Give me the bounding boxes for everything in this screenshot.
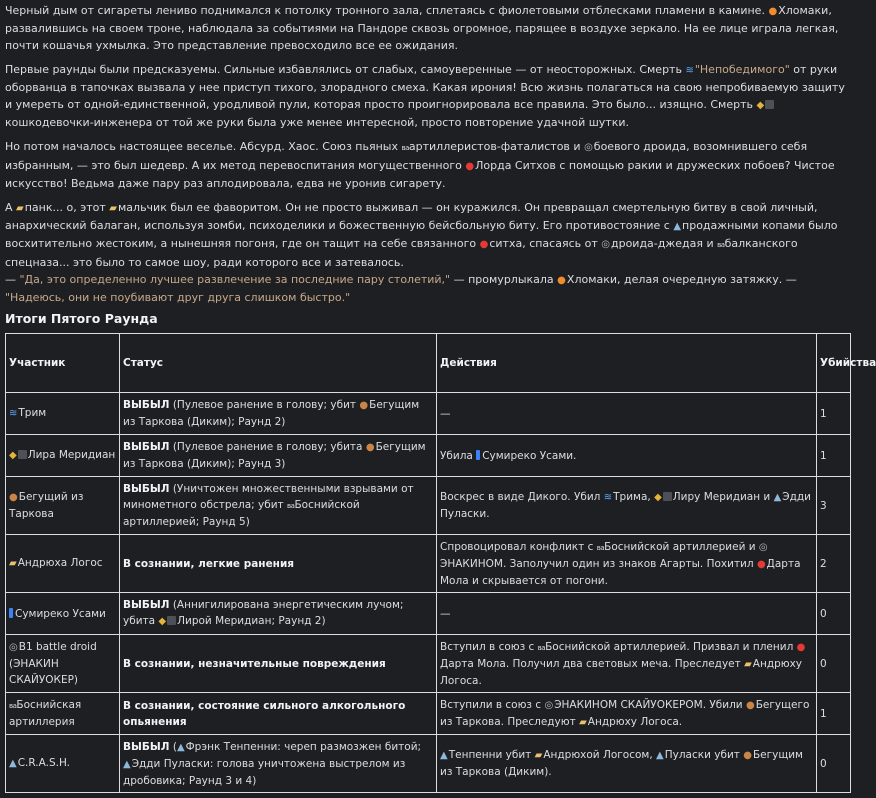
- table-row: [6, 393, 851, 435]
- robot-icon: ◎: [544, 699, 554, 711]
- header-participant: Участник: [6, 334, 120, 393]
- wave-icon: ≋: [9, 408, 18, 419]
- actions-cell: [437, 735, 817, 793]
- text: от руки оборванца в тапочках вызвала у нее приступ тихого, злорадного смеха. Какая ирония! Всю жизнь полагаться на свою непробиваемую защиту и умереть от одной-единственной, уродливой пули, которая просто проигнорировала все правила. Это было... изящно. Смерть: [5, 63, 845, 111]
- participant-cell: [6, 435, 120, 477]
- bread-icon: ▰: [16, 203, 24, 214]
- actions-text: Бегущего из Таркова. Преследуют: [440, 698, 810, 728]
- header-kills: Убийства: [817, 334, 851, 393]
- black-square-icon: [765, 100, 774, 109]
- prefix-text: ва: [717, 241, 725, 249]
- text: боевого дроида, возомнившего себя избранным, — это был шедевр. А их метод перевоспитания могущественного: [5, 140, 808, 172]
- cat-icon: ◆: [158, 616, 167, 627]
- text: Лорда Ситхов с помощью ракии и дружеских побоев? Чистое искусство! Ведьма даже пару раз аплодировала, едва не уронив сигарету.: [5, 159, 835, 190]
- police-car-icon: ▲: [673, 221, 682, 232]
- participant-name: B1 battle droid (ЭНАКИН СКАЙУОКЕР): [9, 641, 97, 686]
- bear-icon: ●: [365, 442, 375, 453]
- blue-bar-icon: [476, 450, 480, 460]
- participant-name: Боснийская артиллерия: [9, 699, 82, 728]
- devil-icon: ●: [479, 239, 489, 250]
- status-text: Эдди Пуласки: голова уничтожена выстрелом из дробовика; Раунд 3 и 4): [123, 757, 406, 787]
- kills-cell: 1: [817, 393, 851, 435]
- actions-text: Вступили в союз с: [440, 698, 545, 711]
- table-row: [6, 477, 851, 535]
- text: , развалившись на своем троне, наблюдала за событиями на Пандоре сквозь огромное, парящее в воздухе зеркало. На ее лице играла легкая, почти кошачья ухмылка. Это представление превосходило все ее ожидания.: [5, 4, 839, 52]
- police-car-icon: ▲: [773, 492, 782, 503]
- story-line-1: [5, 199, 846, 271]
- status-cell: [120, 477, 437, 535]
- participant-cell: [6, 535, 120, 593]
- cat-icon: ◆: [9, 450, 17, 461]
- robot-icon: ◎: [758, 541, 768, 553]
- story-paragraph-1: [5, 2, 846, 54]
- text: — промурлыкала: [450, 273, 558, 286]
- status-cell: [120, 535, 437, 593]
- actions-text: Сумиреко Усами.: [482, 449, 577, 462]
- actions-text: ЭНАКИНОМ СКАЙУОКЕРОМ. Убили: [554, 698, 746, 711]
- bear-icon: ●: [743, 750, 752, 761]
- actions-text: Трима,: [613, 491, 655, 503]
- pumpkin-icon: ●: [768, 6, 778, 17]
- text: продажными копами было восхитительно жестоким, а нынешняя погоня, где он тащит на себе связанного: [5, 219, 838, 250]
- prefix-text: ва: [9, 702, 17, 710]
- status-bold: В сознании, состояние сильного алкогольного опьянения: [123, 699, 406, 728]
- actions-cell: —: [437, 593, 817, 635]
- table-row: [6, 535, 851, 593]
- actions-text: Убила: [440, 449, 477, 462]
- actions-text: Бегущим из Таркова (Диким).: [440, 749, 803, 778]
- police-car-icon: ▲: [123, 758, 131, 770]
- bear-icon: ●: [359, 400, 369, 411]
- actions-text: Дарта Мола. Получил два световых меча. Преследует: [440, 657, 745, 670]
- participant-cell: [6, 593, 120, 635]
- header-actions: Действия: [437, 334, 817, 393]
- status-text: Фрэнк Тенпенни: череп размозжен битой;: [185, 740, 422, 753]
- police-car-icon: ▲: [656, 750, 664, 761]
- status-bold: ВЫБЫЛ: [123, 740, 170, 753]
- kills-cell: 1: [817, 435, 851, 477]
- bread-icon: ▰: [744, 658, 752, 670]
- wave-icon: ≋: [603, 492, 613, 503]
- text: кошкодевочки-инженера от той же руки была уже менее интересной, просто повторение удачной шутки.: [5, 116, 629, 129]
- police-car-icon: ▲: [9, 758, 17, 769]
- robot-icon: ◎: [584, 142, 593, 153]
- text: панк... о, этот: [24, 201, 110, 214]
- actions-text: Воскрес в виде Дикого. Убил: [440, 491, 604, 503]
- status-text: Лирой Меридиан; Раунд 2): [177, 615, 326, 627]
- kills-cell: 0: [817, 593, 851, 635]
- actions-text: Пуласки убит: [664, 749, 744, 761]
- status-text: (Уничтожен множественными взрывами от минометного обстрела; убит: [123, 483, 414, 511]
- status-text: (: [169, 740, 177, 753]
- actions-cell: [437, 535, 817, 593]
- text: Первые раунды были предсказуемы. Сильные избавлялись от слабых, самоуверенные — от неосторожных. Смерть: [5, 63, 686, 76]
- bear-icon: ●: [9, 492, 18, 503]
- header-status: Статус: [120, 334, 437, 393]
- police-car-icon: ▲: [176, 741, 185, 753]
- text: мальчик был ее фаворитом. Он не просто выживал — он куражился. Он превращал смертельную битву в свой личный, анархический балаган, используя зомби, психоделики и божественную бейсбольную биту. Его противостояние с: [5, 201, 818, 232]
- quote: "Да, это определенно лучшее развлечение за последние пару столетий,": [19, 273, 451, 286]
- text: —: [5, 273, 20, 286]
- text: Но потом началось настоящее веселье. Абсурд. Хаос. Союз пьяных: [5, 140, 402, 153]
- bear-icon: ●: [745, 699, 755, 711]
- blue-bar-icon: [9, 608, 13, 618]
- devil-icon: ●: [756, 558, 766, 570]
- status-text: (Пулевое ранение в голову; убита: [169, 441, 366, 453]
- actions-cell: [437, 435, 817, 477]
- prefix-text: ва: [401, 144, 409, 152]
- status-cell: [120, 693, 437, 735]
- text: артиллеристов-фаталистов и: [408, 140, 585, 153]
- robot-icon: ◎: [9, 642, 18, 653]
- story-line-2: [5, 271, 846, 306]
- actions-text: Спровоцировал конфликт с: [440, 540, 597, 553]
- participant-name: Андрюха Логос: [17, 557, 103, 569]
- participant-name: C.R.A.S.H.: [17, 757, 71, 769]
- quote: "Непобедимого": [694, 63, 790, 76]
- actions-text: Андрюхой Логосом,: [543, 749, 657, 761]
- text: балканского спецназа... это было то самое шоу, ради которого все и затевалось.: [5, 237, 798, 269]
- actions-text: ЭНАКИНОМ. Заполучил один из знаков Агарты. Похитил: [440, 557, 757, 570]
- status-bold: ВЫБЫЛ: [123, 599, 170, 611]
- status-cell: [120, 635, 437, 693]
- text: , делая очередную затяжку. —: [617, 273, 797, 286]
- results-table: [5, 333, 876, 793]
- status-text: (Пулевое ранение в голову; убит: [169, 399, 360, 411]
- participant-name: Трим: [18, 407, 47, 419]
- story-paragraph-3: [5, 138, 846, 192]
- actions-cell: [437, 477, 817, 535]
- kills-cell: 1: [817, 693, 851, 735]
- black-square-icon: [167, 616, 176, 625]
- prefix-text: ва: [537, 643, 546, 652]
- devil-icon: ●: [465, 161, 475, 172]
- status-text: Бегущим из Таркова (Диким); Раунд 3): [123, 441, 426, 470]
- status-cell: [120, 593, 437, 635]
- robot-icon: ◎: [601, 239, 610, 250]
- prefix-text: ва: [596, 543, 605, 552]
- participant-cell: [6, 735, 120, 793]
- actions-cell: —: [437, 393, 817, 435]
- participant-name: Лира Меридиан: [27, 449, 116, 461]
- cat-icon: ◆: [654, 492, 662, 503]
- table-row: [6, 735, 851, 793]
- table-title: Итоги Пятого Раунда: [5, 311, 158, 326]
- table-row: [6, 593, 851, 635]
- black-square-icon: [663, 492, 672, 501]
- bread-icon: ▰: [9, 558, 17, 569]
- table-row: [6, 635, 851, 693]
- actions-text: Вступил в союз с: [440, 640, 538, 653]
- police-car-icon: ▲: [440, 750, 448, 761]
- status-bold: ВЫБЫЛ: [123, 399, 170, 411]
- participant-name: Сумиреко Усами: [15, 607, 106, 620]
- status-cell: [120, 435, 437, 477]
- status-cell: [120, 393, 437, 435]
- wave-icon: ≋: [685, 65, 694, 76]
- participant-cell: [6, 693, 120, 735]
- actions-text: Андрюху Логоса.: [587, 715, 683, 728]
- status-text: Бегущим из Таркова (Диким); Раунд 2): [123, 399, 420, 428]
- prefix-text: ва: [287, 502, 295, 510]
- actions-text: Андрюху Логоса.: [440, 657, 803, 687]
- pumpkin-icon: ●: [557, 275, 566, 286]
- actions-text: Тенпенни убит: [448, 749, 535, 761]
- status-bold: В сознании, незначительные повреждения: [123, 657, 386, 670]
- participant-cell: [6, 477, 120, 535]
- cat-icon: ◆: [756, 100, 765, 111]
- actions-text: Лиру Меридиан и: [672, 491, 774, 503]
- actions-cell: [437, 693, 817, 735]
- text: А: [5, 201, 17, 214]
- kills-cell: 0: [817, 735, 851, 793]
- status-cell: [120, 735, 437, 793]
- status-bold: В сознании, легкие ранения: [123, 557, 295, 570]
- devil-icon: ●: [796, 641, 806, 653]
- actions-text: Боснийской артиллерией и: [604, 540, 759, 553]
- bread-icon: ▰: [109, 203, 117, 214]
- bread-icon: ▰: [579, 716, 587, 728]
- text: ситха, спасаясь от: [489, 237, 602, 250]
- actions-text: Эдди Пуласки.: [440, 491, 811, 520]
- participant-name: Бегущий из Таркова: [9, 491, 84, 520]
- name-khlomaki: Хломаки: [778, 4, 829, 17]
- text: Черный дым от сигареты лениво поднимался к потолку тронного зала, сплетаясь с фиолетовыми отблесками пламени в камине.: [5, 4, 769, 17]
- black-square-icon: [18, 450, 27, 459]
- actions-text: Боснийской артиллерией. Призвал и пленил: [545, 640, 797, 653]
- text: дроида-джедая и: [610, 237, 718, 250]
- status-text: Боснийской артиллерией; Раунд 5): [123, 499, 360, 528]
- actions-cell: [437, 635, 817, 693]
- story-paragraph-2: [5, 61, 846, 131]
- table-row: [6, 693, 851, 735]
- kills-cell: 0: [817, 635, 851, 693]
- status-text: (Аннигилирована энергетическим лучом; убита: [123, 599, 404, 627]
- table-header-row: [6, 334, 851, 393]
- quote: "Надеюсь, они не поубивают друг друга слишком быстро.": [5, 291, 351, 304]
- story-paragraph-4: [5, 199, 846, 306]
- bread-icon: ▰: [534, 750, 543, 761]
- name-khlomaki: Хломаки: [566, 273, 618, 286]
- participant-cell: [6, 635, 120, 693]
- participant-cell: [6, 393, 120, 435]
- table-row: [6, 435, 851, 477]
- actions-text: Дарта Мола и скрывается от погони.: [440, 557, 801, 587]
- status-bold: ВЫБЫЛ: [123, 483, 170, 495]
- status-bold: ВЫБЫЛ: [123, 441, 170, 453]
- kills-cell: 3: [817, 477, 851, 535]
- kills-cell: 2: [817, 535, 851, 593]
